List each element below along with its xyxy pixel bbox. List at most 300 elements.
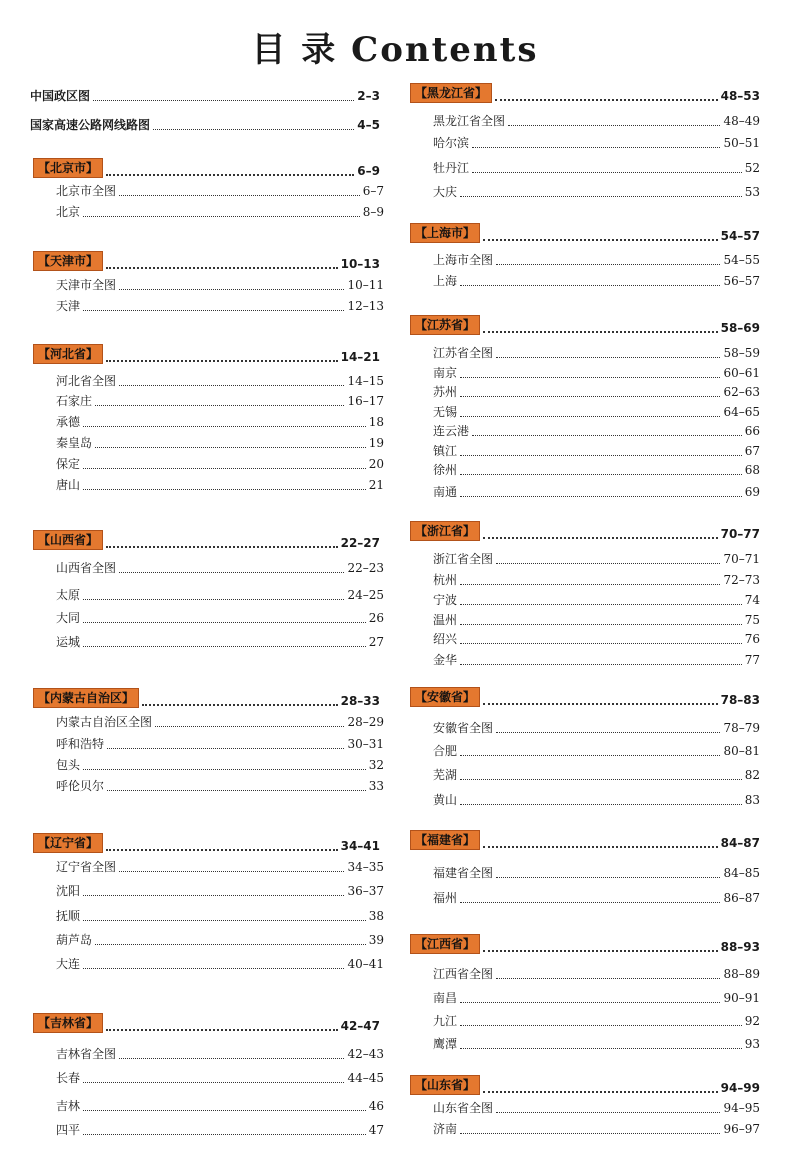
dot-leader [496, 732, 720, 733]
dot-leader [155, 726, 344, 727]
section-badge: 【吉林省】 [33, 1013, 103, 1033]
toc-entry [56, 631, 384, 649]
toc-entry [433, 481, 760, 499]
page-number: 28–29 [347, 715, 384, 729]
page-number: 20 [368, 457, 384, 471]
dot-leader [83, 646, 366, 647]
page-number: 84–87 [720, 836, 760, 850]
dot-leader [83, 426, 366, 427]
section-entry [410, 315, 760, 335]
toc-entry [433, 362, 760, 380]
toc-entry [56, 1095, 384, 1113]
toc-entry [433, 132, 760, 150]
page-number: 16–17 [347, 394, 384, 408]
entry-label: 大庆 [433, 185, 458, 199]
dot-leader [496, 563, 720, 564]
page-number: 88–93 [720, 940, 760, 954]
entry-label: 吉林省全图 [56, 1047, 117, 1061]
entry-label: 呼伦贝尔 [56, 779, 105, 793]
entry-label: 无锡 [433, 405, 458, 419]
entry-label: 北京市全图 [56, 184, 117, 198]
dot-leader [95, 447, 366, 448]
toc-entry [433, 270, 760, 288]
section-entry [410, 830, 760, 850]
page-number: 10–11 [347, 278, 384, 292]
dot-leader [83, 769, 366, 770]
toc-entry [433, 1097, 760, 1115]
toc-entry [433, 628, 760, 646]
dot-leader [95, 405, 344, 406]
page-number: 12–13 [347, 299, 384, 313]
dot-leader [460, 474, 742, 475]
page-number: 34–41 [340, 839, 380, 853]
entry-label: 包头 [56, 758, 81, 772]
page-number: 90–91 [723, 991, 760, 1005]
section-entry [33, 1013, 380, 1033]
dot-leader [496, 978, 720, 979]
dot-leader [83, 1134, 366, 1135]
dot-leader [483, 537, 718, 539]
section-entry [33, 344, 380, 364]
toc-entry [56, 584, 384, 602]
toc-entry [433, 589, 760, 607]
entry-label: 辽宁省全图 [56, 860, 117, 874]
page-number: 53 [744, 185, 760, 199]
dot-leader [483, 950, 718, 952]
section-badge: 【山西省】 [33, 530, 103, 550]
dot-leader [83, 622, 366, 623]
dot-leader [106, 849, 338, 851]
dot-leader [460, 584, 720, 585]
page-number: 39 [368, 933, 384, 947]
page-number: 70–77 [720, 527, 760, 541]
page-number: 70–71 [723, 552, 760, 566]
dot-leader [119, 385, 344, 386]
page-number: 96–97 [723, 1122, 760, 1136]
entry-label: 葫芦岛 [56, 933, 93, 947]
page-number: 38 [368, 909, 384, 923]
entry-label: 济南 [433, 1122, 458, 1136]
entry-label: 承德 [56, 415, 81, 429]
entry-label: 江苏省全图 [433, 346, 494, 360]
page-number: 14–21 [340, 350, 380, 364]
page-number: 62–63 [723, 385, 760, 399]
page-number: 21 [368, 478, 384, 492]
toc-entry [56, 1043, 384, 1061]
dot-leader [496, 264, 720, 265]
dot-leader [106, 1029, 338, 1031]
section-badge: 【江苏省】 [410, 315, 480, 335]
toc-entry [56, 411, 384, 429]
entry-label: 长春 [56, 1071, 81, 1085]
toc-entry [433, 381, 760, 399]
toc-entry [433, 569, 760, 587]
page-number: 30–31 [347, 737, 384, 751]
entry-label: 山西省全图 [56, 561, 117, 575]
section-badge: 【北京市】 [33, 158, 103, 178]
page-number: 72–73 [723, 573, 760, 587]
entry-label: 温州 [433, 613, 458, 627]
dot-leader [460, 804, 742, 805]
dot-leader [460, 377, 720, 378]
dot-leader [119, 1058, 344, 1059]
page-number: 83 [744, 793, 760, 807]
entry-label: 宁波 [433, 593, 458, 607]
entry-label: 内蒙古自治区全图 [56, 715, 153, 729]
toc-entry [56, 370, 384, 388]
dot-leader [119, 871, 344, 872]
page-number: 82 [744, 768, 760, 782]
page-number: 6–9 [357, 164, 380, 178]
dot-leader [93, 100, 354, 101]
dot-leader [83, 1082, 344, 1083]
entry-label: 唐山 [56, 478, 81, 492]
page-number: 58–69 [720, 321, 760, 335]
page-number: 10–13 [340, 257, 380, 271]
entry-label: 北京 [56, 205, 81, 219]
page-number: 2–3 [357, 89, 380, 103]
toc-entry [433, 862, 760, 880]
dot-leader [83, 468, 366, 469]
dot-leader [106, 546, 338, 548]
page-number: 48–53 [720, 89, 760, 103]
dot-leader [107, 790, 366, 791]
section-entry [410, 1075, 760, 1095]
dot-leader [460, 396, 720, 397]
dot-leader [83, 310, 344, 311]
section-entry [410, 934, 760, 954]
page-number: 40–41 [347, 957, 384, 971]
dot-leader [142, 704, 338, 706]
section-badge: 【天津市】 [33, 251, 103, 271]
toc-entry [56, 1119, 384, 1137]
dot-leader [83, 216, 360, 217]
toc-entry [56, 775, 384, 793]
page-number: 54–55 [723, 253, 760, 267]
dot-leader [106, 174, 354, 176]
dot-leader [483, 239, 718, 241]
entry-label: 安徽省全图 [433, 721, 494, 735]
dot-leader [83, 968, 344, 969]
entry-label: 鹰潭 [433, 1037, 458, 1051]
dot-leader [119, 195, 360, 196]
entry-label: 南京 [433, 366, 458, 380]
toc-entry [56, 453, 384, 471]
dot-leader [83, 920, 366, 921]
page-number: 86–87 [723, 891, 760, 905]
dot-leader [483, 1091, 718, 1093]
toc-entry [433, 401, 760, 419]
page-number: 77 [744, 653, 760, 667]
entry-label: 福建省全图 [433, 866, 494, 880]
section-badge: 【辽宁省】 [33, 833, 103, 853]
entry-label: 吉林 [56, 1099, 81, 1113]
toc-entry [56, 557, 384, 575]
dot-leader [83, 1110, 366, 1111]
toc-entry [433, 1118, 760, 1136]
page-number: 46 [368, 1099, 384, 1113]
entry-label: 大同 [56, 611, 81, 625]
section-entry [33, 158, 380, 178]
dot-leader [119, 572, 344, 573]
page-number: 22–27 [340, 536, 380, 550]
dot-leader [107, 748, 344, 749]
dot-leader [460, 1133, 720, 1134]
dot-leader [460, 285, 720, 286]
page-title: 目 录 Contents [251, 30, 539, 70]
page-number: 24–25 [347, 588, 384, 602]
dot-leader [460, 196, 742, 197]
dot-leader [460, 755, 720, 756]
section-badge: 【黑龙江省】 [410, 83, 492, 103]
page-number: 4–5 [357, 118, 380, 132]
page-number: 14–15 [347, 374, 384, 388]
toc-entry [433, 110, 760, 128]
entry-label: 合肥 [433, 744, 458, 758]
section-badge: 【河北省】 [33, 344, 103, 364]
page-number: 76 [744, 632, 760, 646]
entry-label: 石家庄 [56, 394, 93, 408]
section-entry [33, 251, 380, 271]
section-badge: 【上海市】 [410, 223, 480, 243]
page-number: 34–35 [347, 860, 384, 874]
page-number: 93 [744, 1037, 760, 1051]
toc-entry [56, 274, 384, 292]
dot-leader [106, 267, 338, 269]
section-badge: 【浙江省】 [410, 521, 480, 541]
toc-entry [433, 717, 760, 735]
page-number: 84–85 [723, 866, 760, 880]
section-entry [410, 83, 760, 103]
entry-label: 天津 [56, 299, 81, 313]
entry-label: 沈阳 [56, 884, 81, 898]
entry-label: 天津市全图 [56, 278, 117, 292]
toc-entry [433, 420, 760, 438]
dot-leader [83, 489, 366, 490]
dot-leader [496, 357, 720, 358]
page-number: 44–45 [347, 1071, 384, 1085]
section-badge: 【内蒙古自治区】 [33, 688, 139, 708]
page-number: 36–37 [347, 884, 384, 898]
page-number: 48–49 [723, 114, 760, 128]
entry-label: 国家高速公路网线路图 [30, 118, 151, 132]
dot-leader [83, 895, 344, 896]
section-badge: 【江西省】 [410, 934, 480, 954]
toc-entry [56, 711, 384, 729]
entry-label: 秦皇岛 [56, 436, 93, 450]
dot-leader [460, 1048, 742, 1049]
entry-label: 南通 [433, 485, 458, 499]
entry-label: 牡丹江 [433, 161, 470, 175]
toc-entry [433, 459, 760, 477]
toc-entry [433, 342, 760, 360]
toc-entry [433, 740, 760, 758]
dot-leader [460, 455, 742, 456]
dot-leader [95, 944, 366, 945]
page-number: 28–33 [340, 694, 380, 708]
toc-entry [433, 1033, 760, 1051]
page-number: 56–57 [723, 274, 760, 288]
page-number: 8–9 [362, 205, 384, 219]
toc-entry [433, 181, 760, 199]
toc-entry [433, 249, 760, 267]
toc-entry [433, 789, 760, 807]
entry-label: 芜湖 [433, 768, 458, 782]
page-number: 64–65 [723, 405, 760, 419]
page-number: 74 [744, 593, 760, 607]
toc-entry [56, 929, 384, 947]
toc-entry [56, 880, 384, 898]
section-badge: 【安徽省】 [410, 687, 480, 707]
entry-label: 江西省全图 [433, 967, 494, 981]
section-entry [410, 521, 760, 541]
page-number: 27 [368, 635, 384, 649]
page-number: 94–95 [723, 1101, 760, 1115]
dot-leader [460, 1002, 720, 1003]
dot-leader [460, 1025, 742, 1026]
toc-entry [56, 856, 384, 874]
dot-leader [460, 624, 742, 625]
page-number: 88–89 [723, 967, 760, 981]
section-entry [410, 223, 760, 243]
section-badge: 【福建省】 [410, 830, 480, 850]
page-number: 52 [744, 161, 760, 175]
dot-leader [483, 703, 718, 705]
section-entry [410, 687, 760, 707]
dot-leader [483, 846, 718, 848]
section-entry [33, 688, 380, 708]
dot-leader [119, 289, 344, 290]
entry-label: 黄山 [433, 793, 458, 807]
toc-entry [433, 963, 760, 981]
entry-label: 徐州 [433, 463, 458, 477]
dot-leader [460, 496, 742, 497]
dot-leader [472, 172, 742, 173]
toc-entry [56, 474, 384, 492]
dot-leader [495, 99, 718, 101]
toc-entry [433, 987, 760, 1005]
toc-entry [56, 607, 384, 625]
toc-entry [433, 157, 760, 175]
entry-label: 保定 [56, 457, 81, 471]
dot-leader [496, 877, 720, 878]
entry-label: 九江 [433, 1014, 458, 1028]
dot-leader [508, 125, 720, 126]
page-number: 47 [368, 1123, 384, 1137]
entry-label: 山东省全图 [433, 1101, 494, 1115]
entry-label: 中国政区图 [30, 89, 91, 103]
page-number: 94–99 [720, 1081, 760, 1095]
dot-leader [153, 129, 354, 130]
toc-entry [56, 390, 384, 408]
entry-label: 呼和浩特 [56, 737, 105, 751]
entry-label: 上海市全图 [433, 253, 494, 267]
entry-label: 抚顺 [56, 909, 81, 923]
toc-entry [56, 432, 384, 450]
dot-leader [460, 664, 742, 665]
entry-label: 福州 [433, 891, 458, 905]
dot-leader [460, 779, 742, 780]
page-number: 50–51 [723, 136, 760, 150]
page-number: 18 [368, 415, 384, 429]
toc-entry [433, 548, 760, 566]
entry-label: 连云港 [433, 424, 470, 438]
toc-entry [56, 905, 384, 923]
page-number: 6–7 [362, 184, 384, 198]
dot-leader [106, 360, 338, 362]
page-number: 75 [744, 613, 760, 627]
entry-label: 运城 [56, 635, 81, 649]
entry-label: 杭州 [433, 573, 458, 587]
dot-leader [483, 331, 718, 333]
dot-leader [460, 416, 720, 417]
toc-entry [433, 887, 760, 905]
page-number: 66 [744, 424, 760, 438]
section-entry [33, 530, 380, 550]
dot-leader [83, 599, 344, 600]
dot-leader [472, 147, 720, 148]
page-number: 78–79 [723, 721, 760, 735]
page-number: 58–59 [723, 346, 760, 360]
entry-label: 河北省全图 [56, 374, 117, 388]
entry-label: 苏州 [433, 385, 458, 399]
page-number: 26 [368, 611, 384, 625]
section-badge: 【山东省】 [410, 1075, 480, 1095]
toc-entry [56, 180, 384, 198]
page-number: 92 [744, 1014, 760, 1028]
toc-entry [56, 754, 384, 772]
dot-leader [472, 435, 742, 436]
entry-label: 金华 [433, 653, 458, 667]
top-entry [30, 85, 380, 103]
entry-label: 镇江 [433, 444, 458, 458]
dot-leader [460, 902, 720, 903]
entry-label: 上海 [433, 274, 458, 288]
toc-entry [56, 295, 384, 313]
entry-label: 太原 [56, 588, 81, 602]
page-number: 67 [744, 444, 760, 458]
page-number: 42–43 [347, 1047, 384, 1061]
page-number: 19 [368, 436, 384, 450]
toc-entry [56, 733, 384, 751]
toc-entry [56, 201, 384, 219]
dot-leader [496, 1112, 720, 1113]
entry-label: 大连 [56, 957, 81, 971]
toc-entry [56, 953, 384, 971]
toc-entry [56, 1067, 384, 1085]
entry-label: 浙江省全图 [433, 552, 494, 566]
entry-label: 四平 [56, 1123, 81, 1137]
toc-entry [433, 609, 760, 627]
page-number: 68 [744, 463, 760, 477]
page-number: 54–57 [720, 229, 760, 243]
dot-leader [460, 643, 742, 644]
top-entry [30, 114, 380, 132]
entry-label: 黑龙江省全图 [433, 114, 506, 128]
toc-entry [433, 1010, 760, 1028]
page-number: 22–23 [347, 561, 384, 575]
toc-entry [433, 649, 760, 667]
page-number: 60–61 [723, 366, 760, 380]
page-number: 32 [368, 758, 384, 772]
entry-label: 绍兴 [433, 632, 458, 646]
section-entry [33, 833, 380, 853]
page-number: 33 [368, 779, 384, 793]
page-number: 78–83 [720, 693, 760, 707]
entry-label: 南昌 [433, 991, 458, 1005]
entry-label: 哈尔滨 [433, 136, 470, 150]
toc-entry [433, 764, 760, 782]
